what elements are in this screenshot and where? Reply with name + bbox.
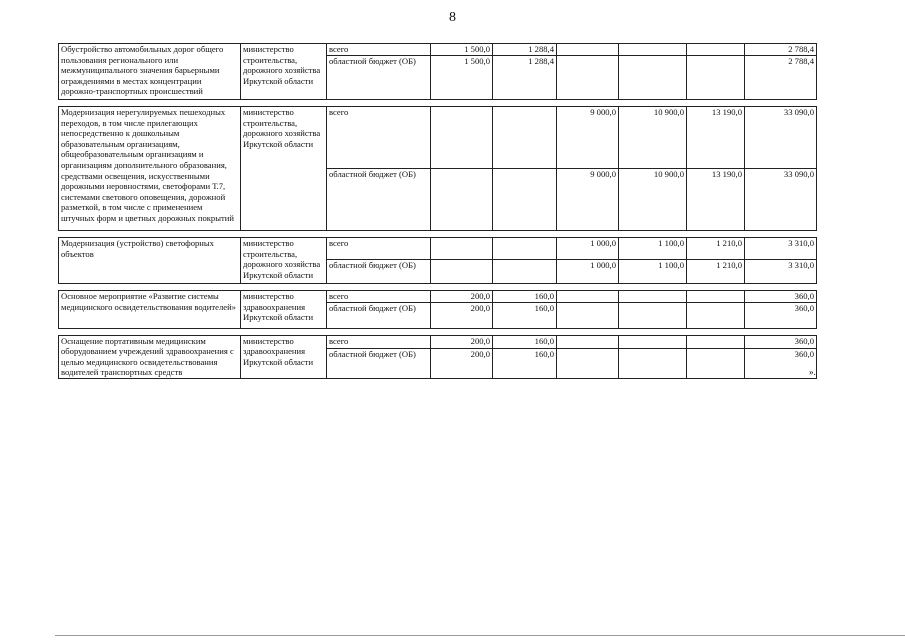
year-value-cell — [493, 238, 557, 260]
year-value-cell — [619, 348, 687, 378]
year-value-cell — [687, 56, 745, 100]
funding-source: областной бюджет (ОБ) — [327, 302, 431, 328]
table-row — [59, 107, 817, 169]
total-cell: 360,0 — [745, 335, 817, 348]
year-value-cell — [619, 44, 687, 56]
table-row — [59, 291, 817, 303]
year-value-cell — [557, 44, 619, 56]
year-value-cell: 13 190,0 — [687, 169, 745, 231]
measure-name: Модернизация нерегулируемых пешеходных переходов, в том числе прилегающих непосредственно к дошкольным образовательным организациям, общеобразовательным организациям и организациям дополнительного образования, средствами освещения, искусственными дорожными неровностями, светофорами Т.7, системами светового оповещения, дорожной разметкой, в том числе с применением штучных форм и цветных дорожных покрытий — [59, 107, 241, 231]
year-value-cell: 1 288,4 — [493, 56, 557, 100]
year-value-cell: 1 000,0 — [557, 260, 619, 284]
year-value-cell — [687, 291, 745, 303]
year-value-cell: 1 000,0 — [557, 238, 619, 260]
funding-source: всего — [327, 335, 431, 348]
budget-table — [58, 43, 817, 379]
year-value-cell: 200,0 — [431, 291, 493, 303]
year-value-cell: 160,0 — [493, 335, 557, 348]
year-value-cell: 9 000,0 — [557, 169, 619, 231]
year-value-cell: 1 100,0 — [619, 260, 687, 284]
funding-source: областной бюджет (ОБ) — [327, 169, 431, 231]
measure-name: Оснащение портативным медицинским оборудованием учреждений здравоохранения с целью медицинского освидетельствования водителей транспортных средств — [59, 335, 241, 378]
spacer-cell — [59, 328, 817, 335]
year-value-cell — [557, 302, 619, 328]
year-value-cell — [619, 302, 687, 328]
year-value-cell — [557, 348, 619, 378]
year-value-cell — [431, 169, 493, 231]
year-value-cell — [431, 260, 493, 284]
year-value-cell — [687, 302, 745, 328]
year-value-cell — [687, 348, 745, 378]
year-value-cell: 13 190,0 — [687, 107, 745, 169]
year-value-cell — [687, 44, 745, 56]
table-row — [59, 238, 817, 260]
funding-source: областной бюджет (ОБ) — [327, 260, 431, 284]
spacer-cell — [59, 231, 817, 238]
table-row — [59, 44, 817, 56]
year-value-cell: 160,0 — [493, 348, 557, 378]
spacer-row — [59, 231, 817, 238]
page-number: 8 — [449, 10, 456, 25]
total-cell: 360,0 — [745, 348, 817, 378]
executor: министерство здравоохранения Иркутской области — [241, 291, 327, 329]
closing-mark: ». — [809, 367, 816, 377]
year-value-cell: 160,0 — [493, 302, 557, 328]
total-cell: 360,0 — [745, 302, 817, 328]
funding-source: областной бюджет (ОБ) — [327, 56, 431, 100]
total-cell: 360,0 — [745, 291, 817, 303]
year-value-cell: 200,0 — [431, 335, 493, 348]
year-value-cell: 1 100,0 — [619, 238, 687, 260]
year-value-cell: 1 210,0 — [687, 238, 745, 260]
measure-name: Обустройство автомобильных дорог общего пользования регионального или межмуниципального значения барьерными ограждениями в местах концентрации дорожно-транспортных происшествий — [59, 44, 241, 100]
executor: министерство здравоохранения Иркутской области — [241, 335, 327, 378]
spacer-cell — [59, 100, 817, 107]
measure-name: Основное мероприятие «Развитие системы медицинского освидетельствования водителей» — [59, 291, 241, 329]
executor: министерство строительства, дорожного хозяйства Иркутской области — [241, 238, 327, 284]
funding-source: всего — [327, 107, 431, 169]
year-value-cell — [619, 56, 687, 100]
year-value-cell — [493, 107, 557, 169]
year-value-cell — [619, 291, 687, 303]
year-value-cell: 1 288,4 — [493, 44, 557, 56]
year-value-cell: 1 500,0 — [431, 56, 493, 100]
spacer-cell — [59, 284, 817, 291]
year-value-cell: 200,0 — [431, 302, 493, 328]
year-value-cell: 1 210,0 — [687, 260, 745, 284]
table-body — [59, 44, 817, 379]
executor: министерство строительства, дорожного хозяйства Иркутской области — [241, 44, 327, 100]
spacer-row — [59, 284, 817, 291]
total-cell: 33 090,0 — [745, 107, 817, 169]
table-row — [59, 335, 817, 348]
year-value-cell — [687, 335, 745, 348]
page-edge-line — [55, 635, 905, 636]
year-value-cell — [493, 260, 557, 284]
funding-source: всего — [327, 291, 431, 303]
year-value-cell: 9 000,0 — [557, 107, 619, 169]
total-cell: 3 310,0 — [745, 260, 817, 284]
year-value-cell — [431, 238, 493, 260]
funding-source: областной бюджет (ОБ) — [327, 348, 431, 378]
year-value-cell — [493, 169, 557, 231]
funding-source: всего — [327, 238, 431, 260]
year-value-cell: 1 500,0 — [431, 44, 493, 56]
total-cell: 2 788,4 — [745, 44, 817, 56]
executor: министерство строительства, дорожного хозяйства Иркутской области — [241, 107, 327, 231]
total-cell: 33 090,0 — [745, 169, 817, 231]
year-value-cell — [557, 56, 619, 100]
year-value-cell: 10 900,0 — [619, 107, 687, 169]
measure-name: Модернизация (устройство) светофорных объектов — [59, 238, 241, 284]
year-value-cell: 200,0 — [431, 348, 493, 378]
spacer-row — [59, 100, 817, 107]
year-value-cell — [557, 291, 619, 303]
year-value-cell: 160,0 — [493, 291, 557, 303]
year-value-cell — [557, 335, 619, 348]
spacer-row — [59, 328, 817, 335]
funding-source: всего — [327, 44, 431, 56]
year-value-cell — [431, 107, 493, 169]
year-value-cell — [619, 335, 687, 348]
total-cell: 2 788,4 — [745, 56, 817, 100]
year-value-cell: 10 900,0 — [619, 169, 687, 231]
total-cell: 3 310,0 — [745, 238, 817, 260]
